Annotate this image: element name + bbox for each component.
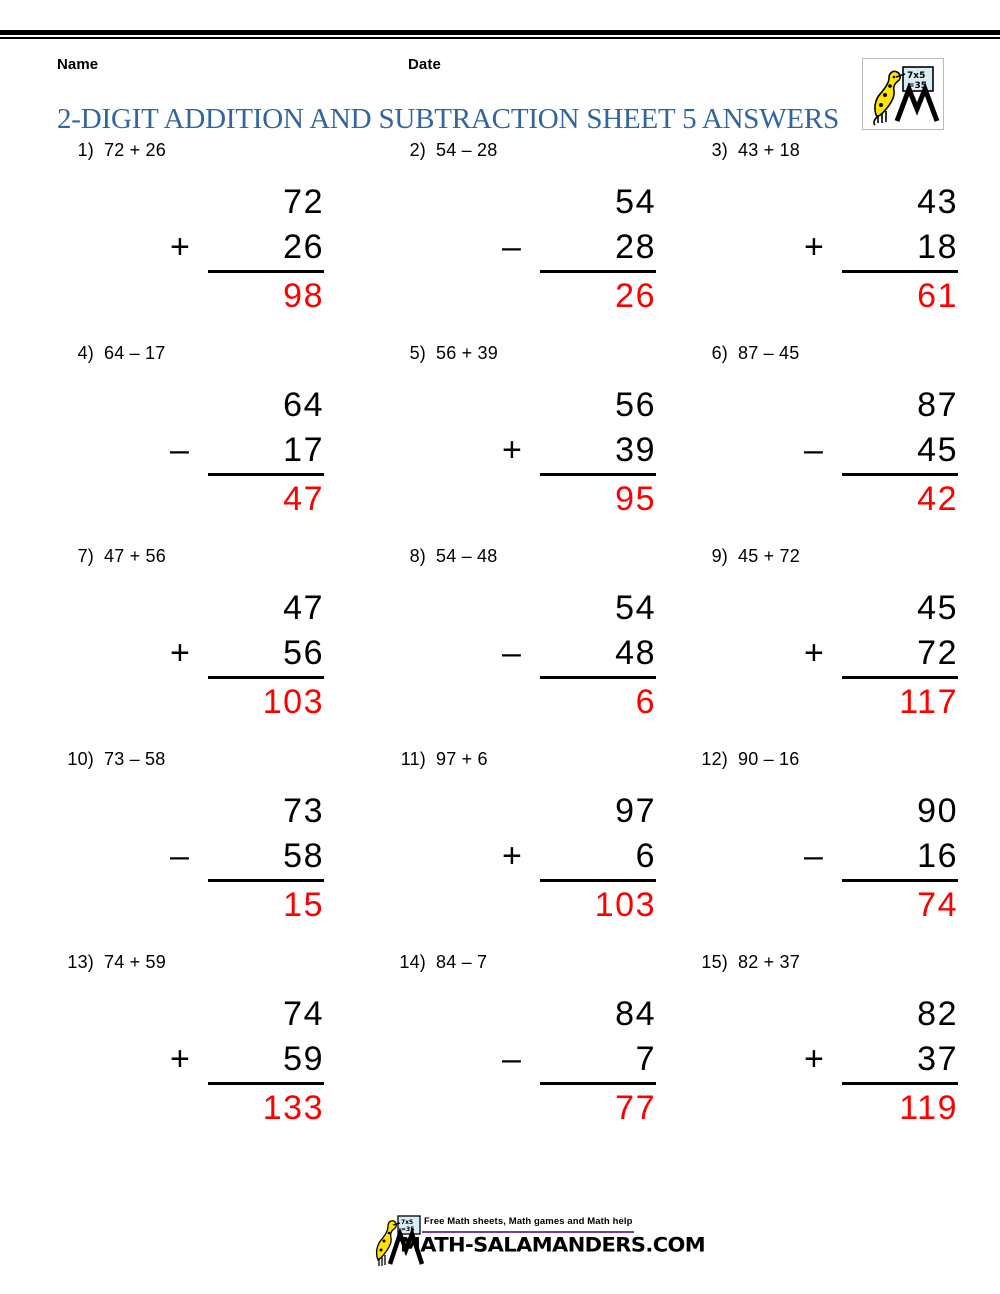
operand-bottom-row — [170, 631, 330, 676]
problem-cell-7 — [58, 546, 360, 749]
operand-top: 56 — [615, 386, 656, 424]
problem-row — [0, 140, 1000, 343]
answer-value: 61 — [917, 277, 958, 315]
vertical-sum — [804, 180, 964, 319]
operand-bottom-row — [170, 1037, 330, 1082]
top-border-rule — [0, 30, 1000, 39]
problem-expression: 97 + 6 — [436, 749, 488, 769]
operand-bottom: 72 — [917, 634, 958, 672]
answer-value: 103 — [594, 886, 656, 924]
operand-bottom-row — [804, 631, 964, 676]
operand-top: 47 — [283, 589, 324, 627]
operand-top: 72 — [283, 183, 324, 221]
answer-value: 98 — [283, 277, 324, 315]
name-label: Name — [57, 56, 99, 73]
operator-sign: – — [502, 228, 521, 266]
vertical-sum — [804, 586, 964, 725]
operator-sign: + — [170, 228, 190, 266]
problem-heading — [58, 749, 360, 770]
problem-number: 10) — [67, 749, 94, 769]
operand-top: 73 — [283, 792, 324, 830]
problem-heading — [390, 749, 692, 770]
date-label: Date — [408, 56, 441, 73]
operator-sign: – — [502, 1040, 521, 1078]
operand-top-row — [502, 992, 662, 1037]
operand-top-row — [804, 789, 964, 834]
problem-heading — [692, 140, 994, 161]
top-border-thin-line — [0, 37, 1000, 39]
operator-sign: – — [804, 837, 823, 875]
vertical-sum — [502, 383, 662, 522]
operator-sign: + — [804, 228, 824, 266]
operand-top: 45 — [917, 589, 958, 627]
problem-cell-14 — [390, 952, 692, 1155]
problem-expression: 84 – 7 — [436, 952, 488, 972]
problem-number: 7) — [77, 546, 94, 566]
operator-sign: + — [170, 634, 190, 672]
vertical-sum — [170, 586, 330, 725]
vertical-sum — [170, 383, 330, 522]
answer-value: 103 — [262, 683, 324, 721]
svg-text:7x5: 7x5 — [907, 71, 926, 81]
answer-value: 6 — [635, 683, 656, 721]
problem-heading — [58, 546, 360, 567]
svg-text:7x5: 7x5 — [401, 1219, 414, 1226]
vertical-sum — [804, 992, 964, 1131]
problem-expression: 90 – 16 — [738, 749, 800, 769]
operand-bottom: 59 — [283, 1040, 324, 1078]
problem-heading — [390, 952, 692, 973]
problem-grid — [0, 140, 1000, 1155]
answer-value: 26 — [615, 277, 656, 315]
problem-number: 15) — [701, 952, 728, 972]
salamander-teacher-icon — [863, 59, 943, 129]
problem-heading — [692, 749, 994, 770]
problem-expression: 73 – 58 — [104, 749, 166, 769]
problem-number: 8) — [409, 546, 426, 566]
problem-row — [0, 749, 1000, 952]
vertical-sum — [502, 992, 662, 1131]
problem-number: 4) — [77, 343, 94, 363]
operand-top-row — [170, 383, 330, 428]
problem-cell-11 — [390, 749, 692, 952]
problem-expression: 56 + 39 — [436, 343, 498, 363]
operand-top-row — [804, 180, 964, 225]
vertical-sum — [170, 180, 330, 319]
operand-top-row — [804, 586, 964, 631]
operand-top: 64 — [283, 386, 324, 424]
problem-heading — [58, 952, 360, 973]
operand-bottom-row — [502, 428, 662, 473]
problem-expression: 47 + 56 — [104, 546, 166, 566]
problem-expression: 43 + 18 — [738, 140, 800, 160]
problem-row — [0, 952, 1000, 1155]
operand-bottom: 28 — [615, 228, 656, 266]
problem-number: 1) — [77, 140, 94, 160]
operand-bottom-row — [502, 1037, 662, 1082]
operator-sign: – — [170, 431, 189, 469]
problem-expression: 64 – 17 — [104, 343, 166, 363]
operator-sign: + — [804, 1040, 824, 1078]
operand-bottom: 17 — [283, 431, 324, 469]
operand-bottom: 18 — [917, 228, 958, 266]
problem-cell-3 — [692, 140, 994, 343]
operand-top-row — [170, 586, 330, 631]
problem-cell-5 — [390, 343, 692, 546]
operand-top-row — [502, 586, 662, 631]
answer-value: 95 — [615, 480, 656, 518]
problem-heading — [692, 952, 994, 973]
vertical-sum — [170, 789, 330, 928]
operand-bottom-row — [804, 834, 964, 879]
answer-value: 15 — [283, 886, 324, 924]
problem-expression: 72 + 26 — [104, 140, 166, 160]
operator-sign: – — [502, 634, 521, 672]
operand-bottom-row — [170, 428, 330, 473]
svg-text:=35: =35 — [401, 1226, 415, 1233]
operand-bottom: 45 — [917, 431, 958, 469]
operand-bottom-row — [502, 225, 662, 270]
operator-sign: – — [804, 431, 823, 469]
operator-sign: – — [170, 837, 189, 875]
operand-bottom-row — [170, 225, 330, 270]
operator-sign: + — [502, 431, 522, 469]
operand-bottom-row — [804, 1037, 964, 1082]
operand-bottom-row — [804, 225, 964, 270]
operand-top-row — [502, 789, 662, 834]
answer-value: 77 — [615, 1089, 656, 1127]
page-footer — [0, 1208, 1000, 1270]
vertical-sum — [804, 789, 964, 928]
operand-top-row — [502, 180, 662, 225]
problem-expression: 54 – 28 — [436, 140, 498, 160]
problem-number: 14) — [399, 952, 426, 972]
vertical-sum — [502, 586, 662, 725]
operand-bottom: 16 — [917, 837, 958, 875]
problem-number: 5) — [409, 343, 426, 363]
problem-number: 6) — [711, 343, 728, 363]
answer-value: 119 — [899, 1089, 958, 1127]
operand-bottom: 56 — [283, 634, 324, 672]
operand-top: 87 — [917, 386, 958, 424]
problem-cell-12 — [692, 749, 994, 952]
answer-value: 42 — [917, 480, 958, 518]
operand-top: 74 — [283, 995, 324, 1033]
problem-heading — [692, 546, 994, 567]
problem-heading — [390, 343, 692, 364]
problem-heading — [390, 140, 692, 161]
answer-value: 47 — [283, 480, 324, 518]
operand-top: 90 — [917, 792, 958, 830]
problem-expression: 74 + 59 — [104, 952, 166, 972]
problem-cell-6 — [692, 343, 994, 546]
problem-cell-1 — [58, 140, 360, 343]
operand-top-row — [170, 180, 330, 225]
operand-top-row — [170, 789, 330, 834]
answer-value: 117 — [899, 683, 958, 721]
problem-heading — [58, 343, 360, 364]
vertical-sum — [502, 180, 662, 319]
problem-heading — [58, 140, 360, 161]
problem-cell-9 — [692, 546, 994, 749]
operator-sign: + — [804, 634, 824, 672]
operand-bottom: 58 — [283, 837, 324, 875]
operand-bottom-row — [170, 834, 330, 879]
problem-cell-4 — [58, 343, 360, 546]
operand-bottom: 37 — [917, 1040, 958, 1078]
problem-cell-2 — [390, 140, 692, 343]
problem-number: 9) — [711, 546, 728, 566]
problem-row — [0, 343, 1000, 546]
footer-brand[interactable] — [372, 1208, 706, 1270]
answer-value: 133 — [262, 1089, 324, 1127]
operand-bottom: 6 — [635, 837, 656, 875]
answer-value: 74 — [917, 886, 958, 924]
operand-bottom: 26 — [283, 228, 324, 266]
problem-number: 3) — [711, 140, 728, 160]
operand-bottom-row — [502, 834, 662, 879]
math-salamanders-logo — [862, 58, 944, 130]
svg-text:=35: =35 — [907, 81, 928, 91]
problem-expression: 54 – 48 — [436, 546, 498, 566]
problem-cell-8 — [390, 546, 692, 749]
operand-bottom-row — [502, 631, 662, 676]
problem-cell-15 — [692, 952, 994, 1155]
problem-number: 12) — [701, 749, 728, 769]
problem-heading — [692, 343, 994, 364]
problem-expression: 87 – 45 — [738, 343, 800, 363]
vertical-sum — [502, 789, 662, 928]
operand-bottom: 7 — [635, 1040, 656, 1078]
footer-tagline: Free Math sheets, Math games and Math help — [424, 1216, 633, 1227]
operand-top: 54 — [615, 589, 656, 627]
problem-cell-10 — [58, 749, 360, 952]
operand-bottom: 48 — [615, 634, 656, 672]
page-title: 2-DIGIT ADDITION AND SUBTRACTION SHEET 5 ANSWERS — [57, 103, 839, 135]
operator-sign: + — [170, 1040, 190, 1078]
problem-row — [0, 546, 1000, 749]
problem-number: 2) — [409, 140, 426, 160]
footer-site-url[interactable]: MATH-SALAMANDERS.COM — [400, 1234, 706, 1257]
operand-top: 82 — [917, 995, 958, 1033]
operand-bottom: 39 — [615, 431, 656, 469]
problem-number: 13) — [67, 952, 94, 972]
problem-cell-13 — [58, 952, 360, 1155]
operand-top: 43 — [917, 183, 958, 221]
footer-underline — [422, 1231, 634, 1233]
operator-sign: + — [502, 837, 522, 875]
vertical-sum — [804, 383, 964, 522]
operand-top: 54 — [615, 183, 656, 221]
vertical-sum — [170, 992, 330, 1131]
problem-expression: 45 + 72 — [738, 546, 800, 566]
worksheet-header — [0, 56, 1000, 86]
operand-top-row — [170, 992, 330, 1037]
problem-number: 11) — [400, 749, 426, 769]
operand-top: 84 — [615, 995, 656, 1033]
problem-expression: 82 + 37 — [738, 952, 800, 972]
operand-top-row — [502, 383, 662, 428]
problem-heading — [390, 546, 692, 567]
operand-top: 97 — [615, 792, 656, 830]
operand-top-row — [804, 383, 964, 428]
operand-bottom-row — [804, 428, 964, 473]
operand-top-row — [804, 992, 964, 1037]
